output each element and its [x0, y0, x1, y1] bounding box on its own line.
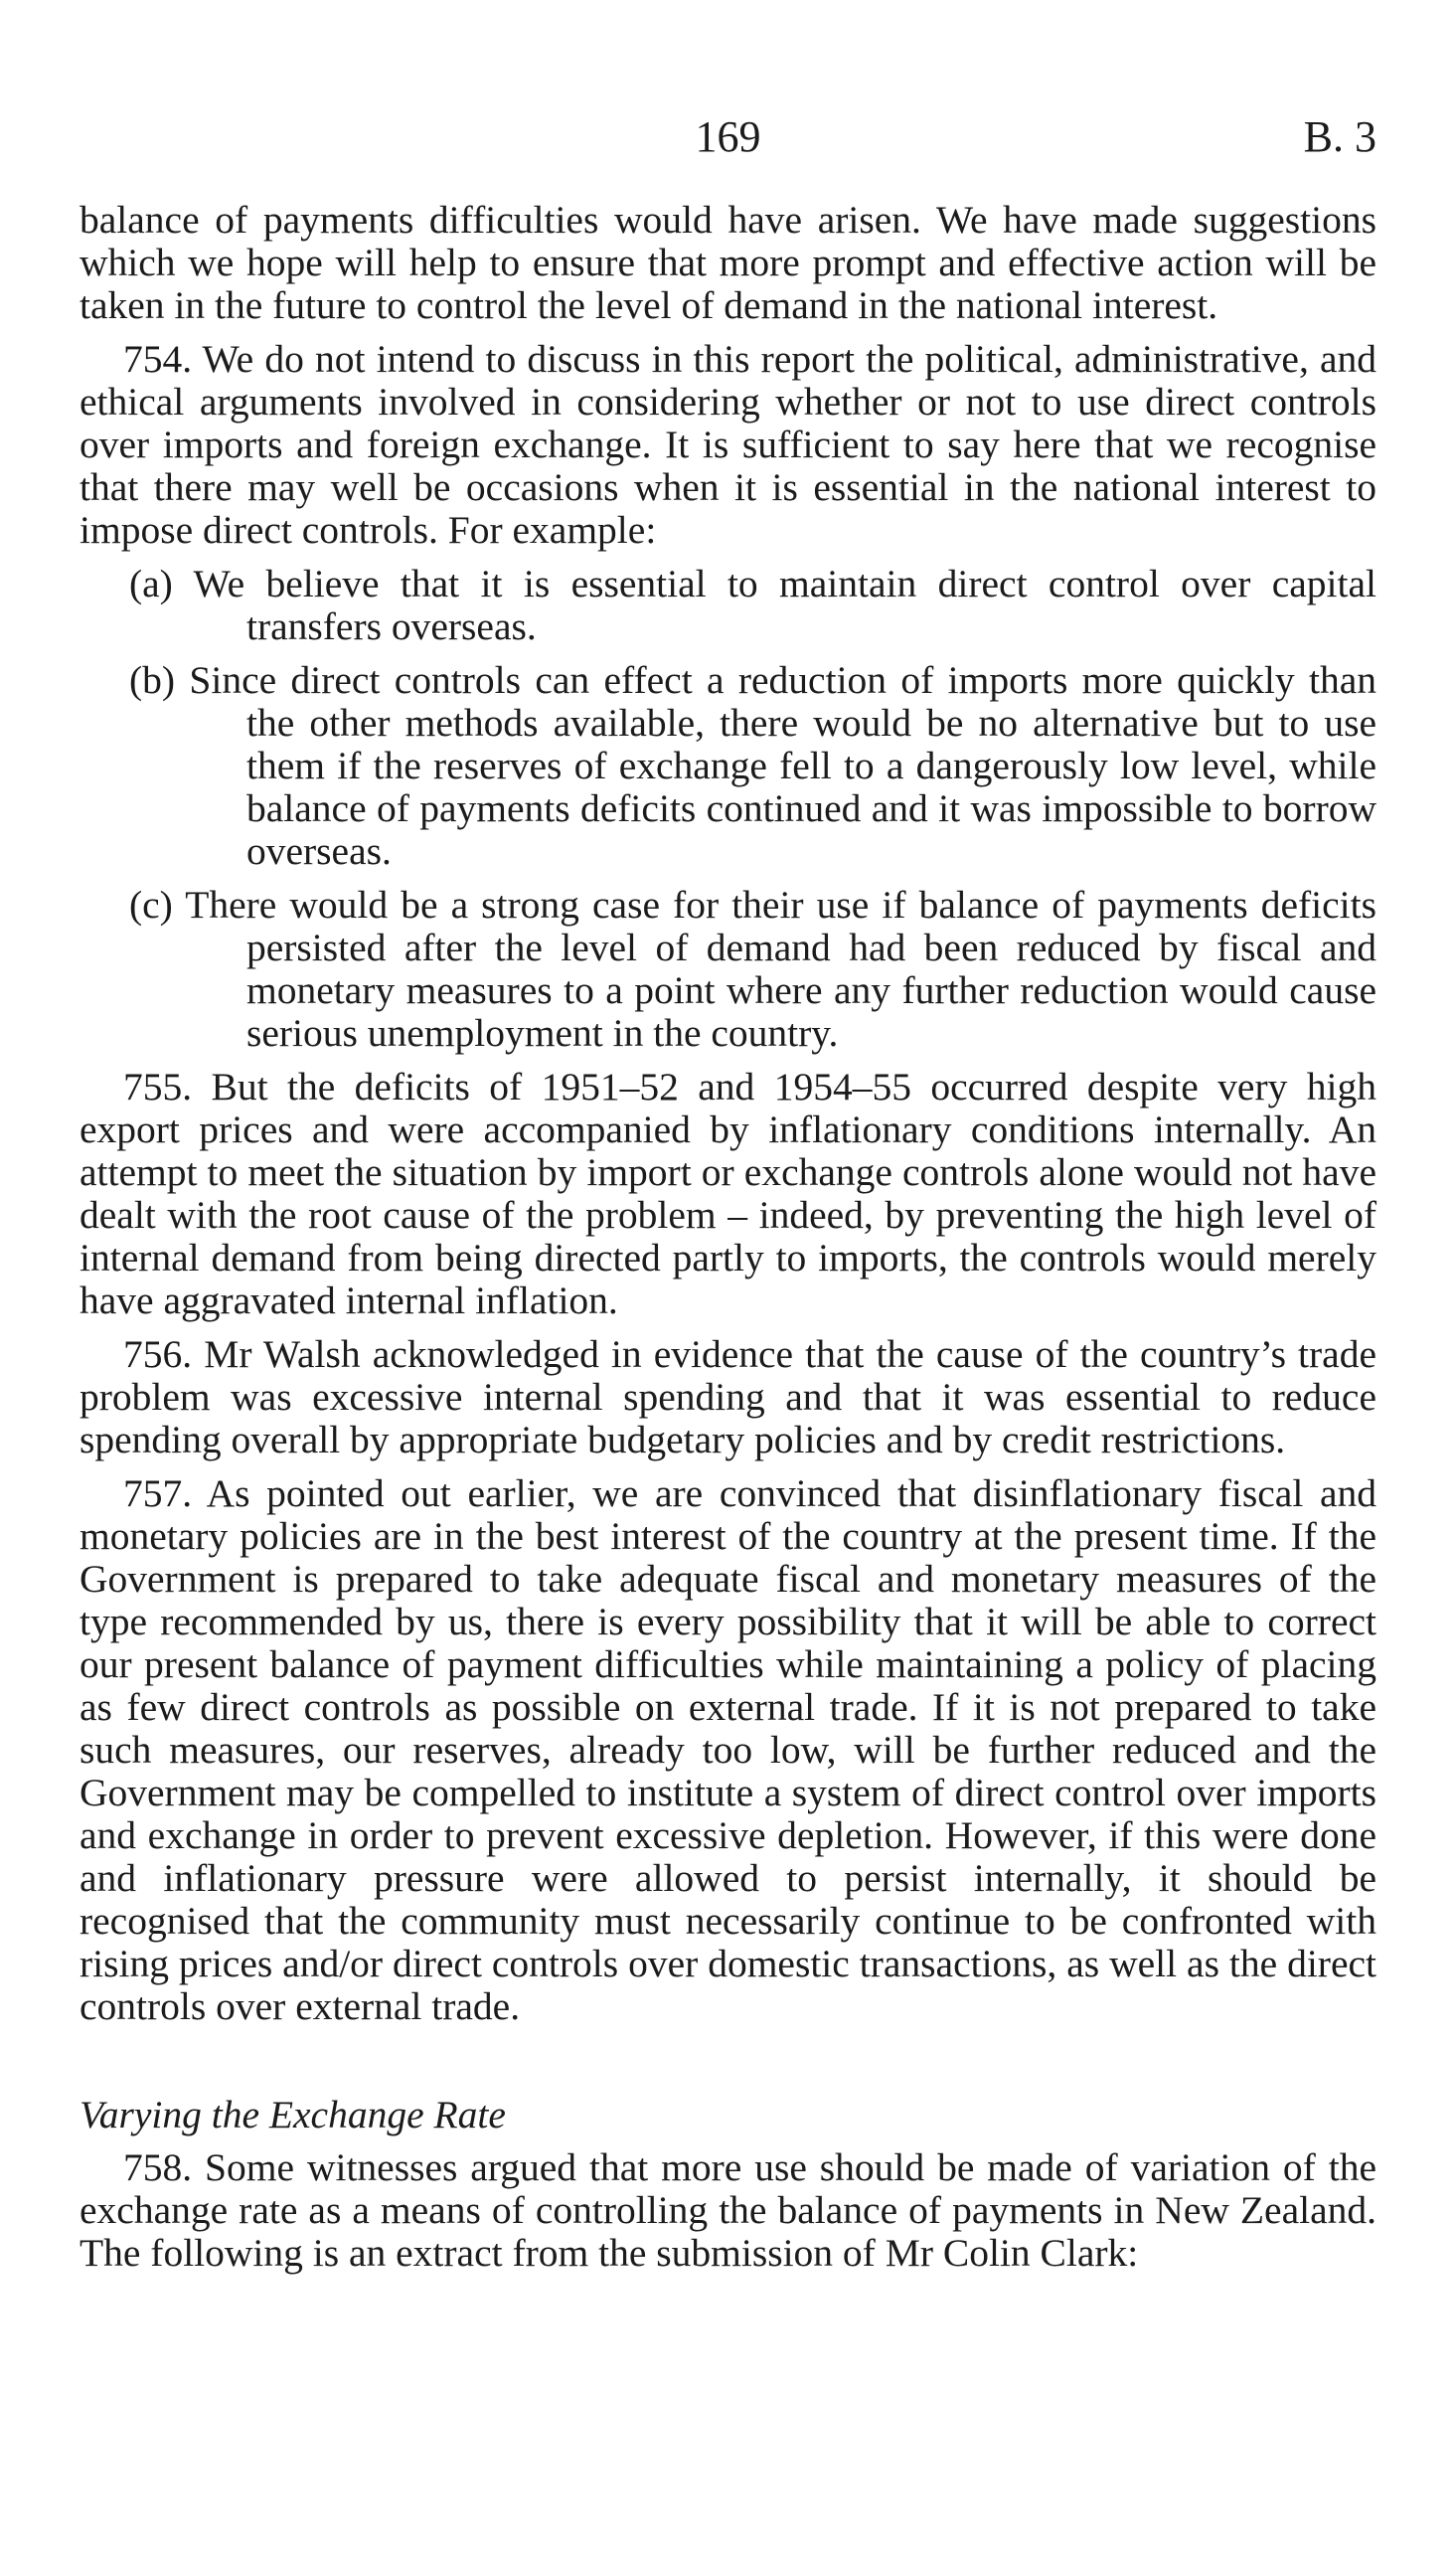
- list-item-c: (c) There would be a strong case for their use if balance of payments deficits persisted after the level of demand had been reduced by fiscal and monetary measures to a point where any further reduction would cause serious unemployment in the country.: [129, 883, 1376, 1055]
- paragraph-756: 756. Mr Walsh acknowledged in evidence that the cause of the country’s trade problem was excessive internal spending and that it was essential to reduce spending overall by appropriate budgetary policies and by credit restrictions.: [80, 1332, 1376, 1461]
- paragraph-758: 758. Some witnesses argued that more use should be made of variation of the exchange rate as a means of controlling the balance of payments in New Zealand. The following is an extract from the submission of Mr Colin Clark:: [80, 2145, 1376, 2275]
- page-header: [80, 107, 1376, 167]
- section-heading: Varying the Exchange Rate: [80, 2093, 506, 2136]
- page-number: 169: [695, 112, 761, 161]
- continuation-paragraph: balance of payments difficulties would have arisen. We have made suggestions which we hope will help to ensure that more prompt and effective action will be taken in the future to control the level of demand in the national interest.: [80, 198, 1376, 327]
- paragraph-755: 755. But the deficits of 1951–52 and 1954–55 occurred despite very high export prices and were accompanied by inflationary conditions internally. An attempt to meet the situation by import or exchange controls alone would not have dealt with the root cause of the problem – indeed, by preventing the high level of internal demand from being directed partly to imports, the controls would merely have aggravated internal inflation.: [80, 1065, 1376, 1322]
- paragraph-754: 754. We do not intend to discuss in this report the political, administrative, and ethical arguments involved in considering whether or not to use direct controls over imports and foreign exchange. It is sufficient to say here that we recognise that there may well be occasions when it is essential in the national interest to impose direct controls. For example:: [80, 337, 1376, 552]
- list-item-a: (a) We believe that it is essential to maintain direct control over capital transfers overseas.: [129, 562, 1376, 648]
- report-reference: B. 3: [1303, 112, 1376, 161]
- page-body: [80, 199, 1376, 2286]
- paragraph-757: 757. As pointed out earlier, we are convinced that disinflationary fiscal and monetary policies are in the best interest of the country at the present time. If the Government is prepared to take adequate fiscal and monetary measures of the type recommended by us, there is every possibility that it will be able to correct our present balance of payment difficulties while maintaining a policy of placing as few direct controls as possible on external trade. If it is not prepared to take such measures, our reserves, already too low, will be further reduced and the Government may be compelled to institute a system of direct control over imports and exchange in order to prevent excessive depletion. However, if this were done and inflationary pressure were allowed to persist internally, it should be recognised that the community must necessarily continue to be confronted with rising prices and/or direct controls over domestic transactions, as well as the direct controls over external trade.: [80, 1471, 1376, 2028]
- list-item-b: (b) Since direct controls can effect a reduction of imports more quickly than the other methods available, there would be no alternative but to use them if the reserves of exchange fell to a dangerously low level, while balance of payments deficits continued and it was impossible to borrow overseas.: [129, 658, 1376, 873]
